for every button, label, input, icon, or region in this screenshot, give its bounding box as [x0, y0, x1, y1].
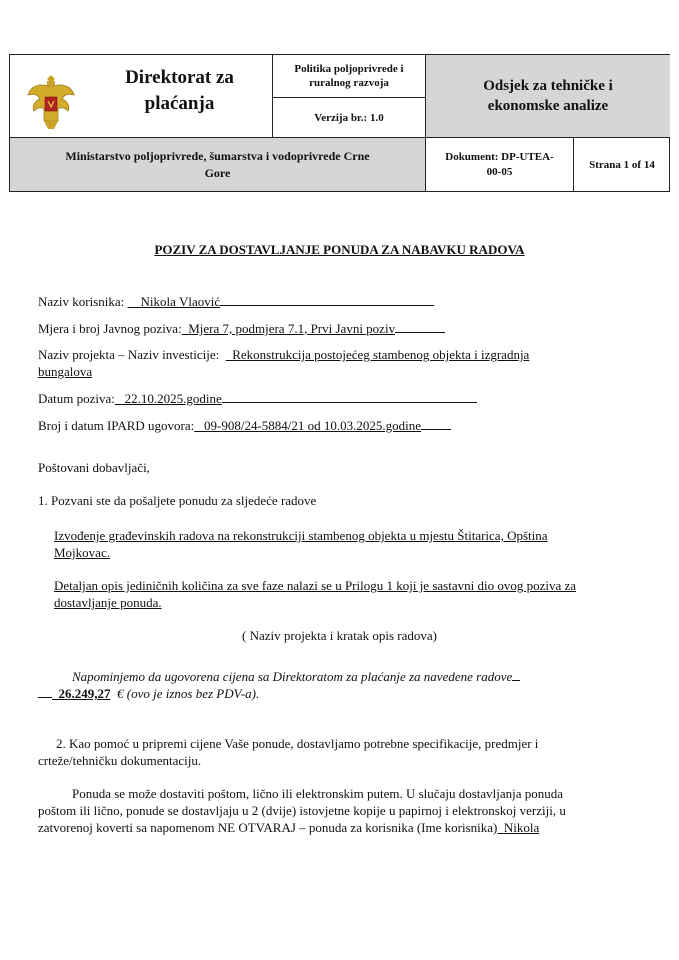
- page-number-cell: Strana 1 of 14: [589, 158, 655, 171]
- field-korisnik: Naziv korisnika: Nikola Vlaović: [38, 293, 434, 310]
- field-poziv: Mjera i broj Javnog poziva: Mjera 7, podmjera 7.1, Prvi Javni poziv: [38, 320, 445, 337]
- org-title: Direktorat za plaćanja: [125, 67, 234, 114]
- korisnik-name: Nikola: [503, 820, 540, 835]
- ugovor-value: 09-908/24-5884/21 od 10.03.2025.godine: [204, 418, 422, 433]
- projekat-value: Rekonstrukcija postojećeg stambenog objekta i izgradnja: [232, 347, 530, 362]
- works-description: Izvođenje građevinskih radova na rekonstrukciji stambenog objekta u mjestu Štitarica, Opština Mojkovac.: [54, 528, 548, 560]
- item-1: 1. Pozvani ste da pošaljete ponudu za sljedeće radove: [38, 493, 317, 508]
- field-ugovor: Broj i datum IPARD ugovora: 09-908/24-5884/21 od 10.03.2025.godine: [38, 417, 451, 434]
- ministry-cell: Ministarstvo poljoprivrede, šumarstva i vodoprivrede Crne Gore: [10, 138, 426, 191]
- field-datum: Datum poziva: 22.10.2025.godine: [38, 390, 477, 407]
- document-number-cell: Dokument: DP-UTEA- 00-05: [426, 138, 574, 191]
- poziv-value: Mjera 7, podmjera 7.1, Prvi Javni poziv: [188, 321, 396, 336]
- price-note: Napominjemo da ugovorena cijena sa Direktoratom za plaćanje za navedene radove 26.249,27 € (ovo je iznos bez PDV-a).: [38, 668, 642, 702]
- works-detail: Detaljan opis jediničnih količina za sve faze nalazi se u Prilogu 1 koji je sastavni dio ovog poziva za dostavljanje ponuda.: [54, 578, 577, 610]
- item-2: 2. Kao pomoć u pripremi cijene Vaše ponude, dostavljamo potrebne specifikacije, predmjer i crteže/tehničku dokumentaciju.: [38, 736, 539, 768]
- datum-value: 22.10.2025.godine: [124, 391, 222, 406]
- document-title: POZIV ZA DOSTAVLJANJE PONUDA ZA NABAVKU RADOVA: [154, 242, 525, 257]
- greeting: Poštovani dobavljači,: [38, 460, 150, 475]
- policy-cell: Politika poljoprivrede i ruralnog razvoja: [273, 55, 426, 98]
- version-cell: Verzija br.: 1.0: [273, 98, 426, 138]
- price-amount: 26.249,27: [58, 686, 111, 701]
- department-cell: Odsjek za tehničke i ekonomske analize: [426, 55, 670, 138]
- document-header-table: [9, 54, 670, 192]
- logo-cell: [10, 55, 273, 138]
- coat-of-arms-icon: [26, 71, 76, 131]
- field-projekat: Naziv projekta – Naziv investicije: Rekonstrukcija postojećeg stambenog objekta i izgradnja bungalova: [38, 347, 530, 379]
- caption: ( Naziv projekta i kratak opis radova): [242, 628, 437, 643]
- delivery-paragraph: Ponuda se može dostaviti poštom, lično ili elektronskim putem. U slučaju dostavljanja ponuda poštom ili lično, ponude se dostavljaju u 2 (dvije) istovjetne kopije u papirnoj i elektronskoj verziji, u zatvorenoj koverti sa napomenom NE OTVARAJ – ponuda za korisnika (Ime korisnika) Nikola: [38, 786, 566, 835]
- korisnik-value: Nikola Vlaović: [140, 294, 221, 309]
